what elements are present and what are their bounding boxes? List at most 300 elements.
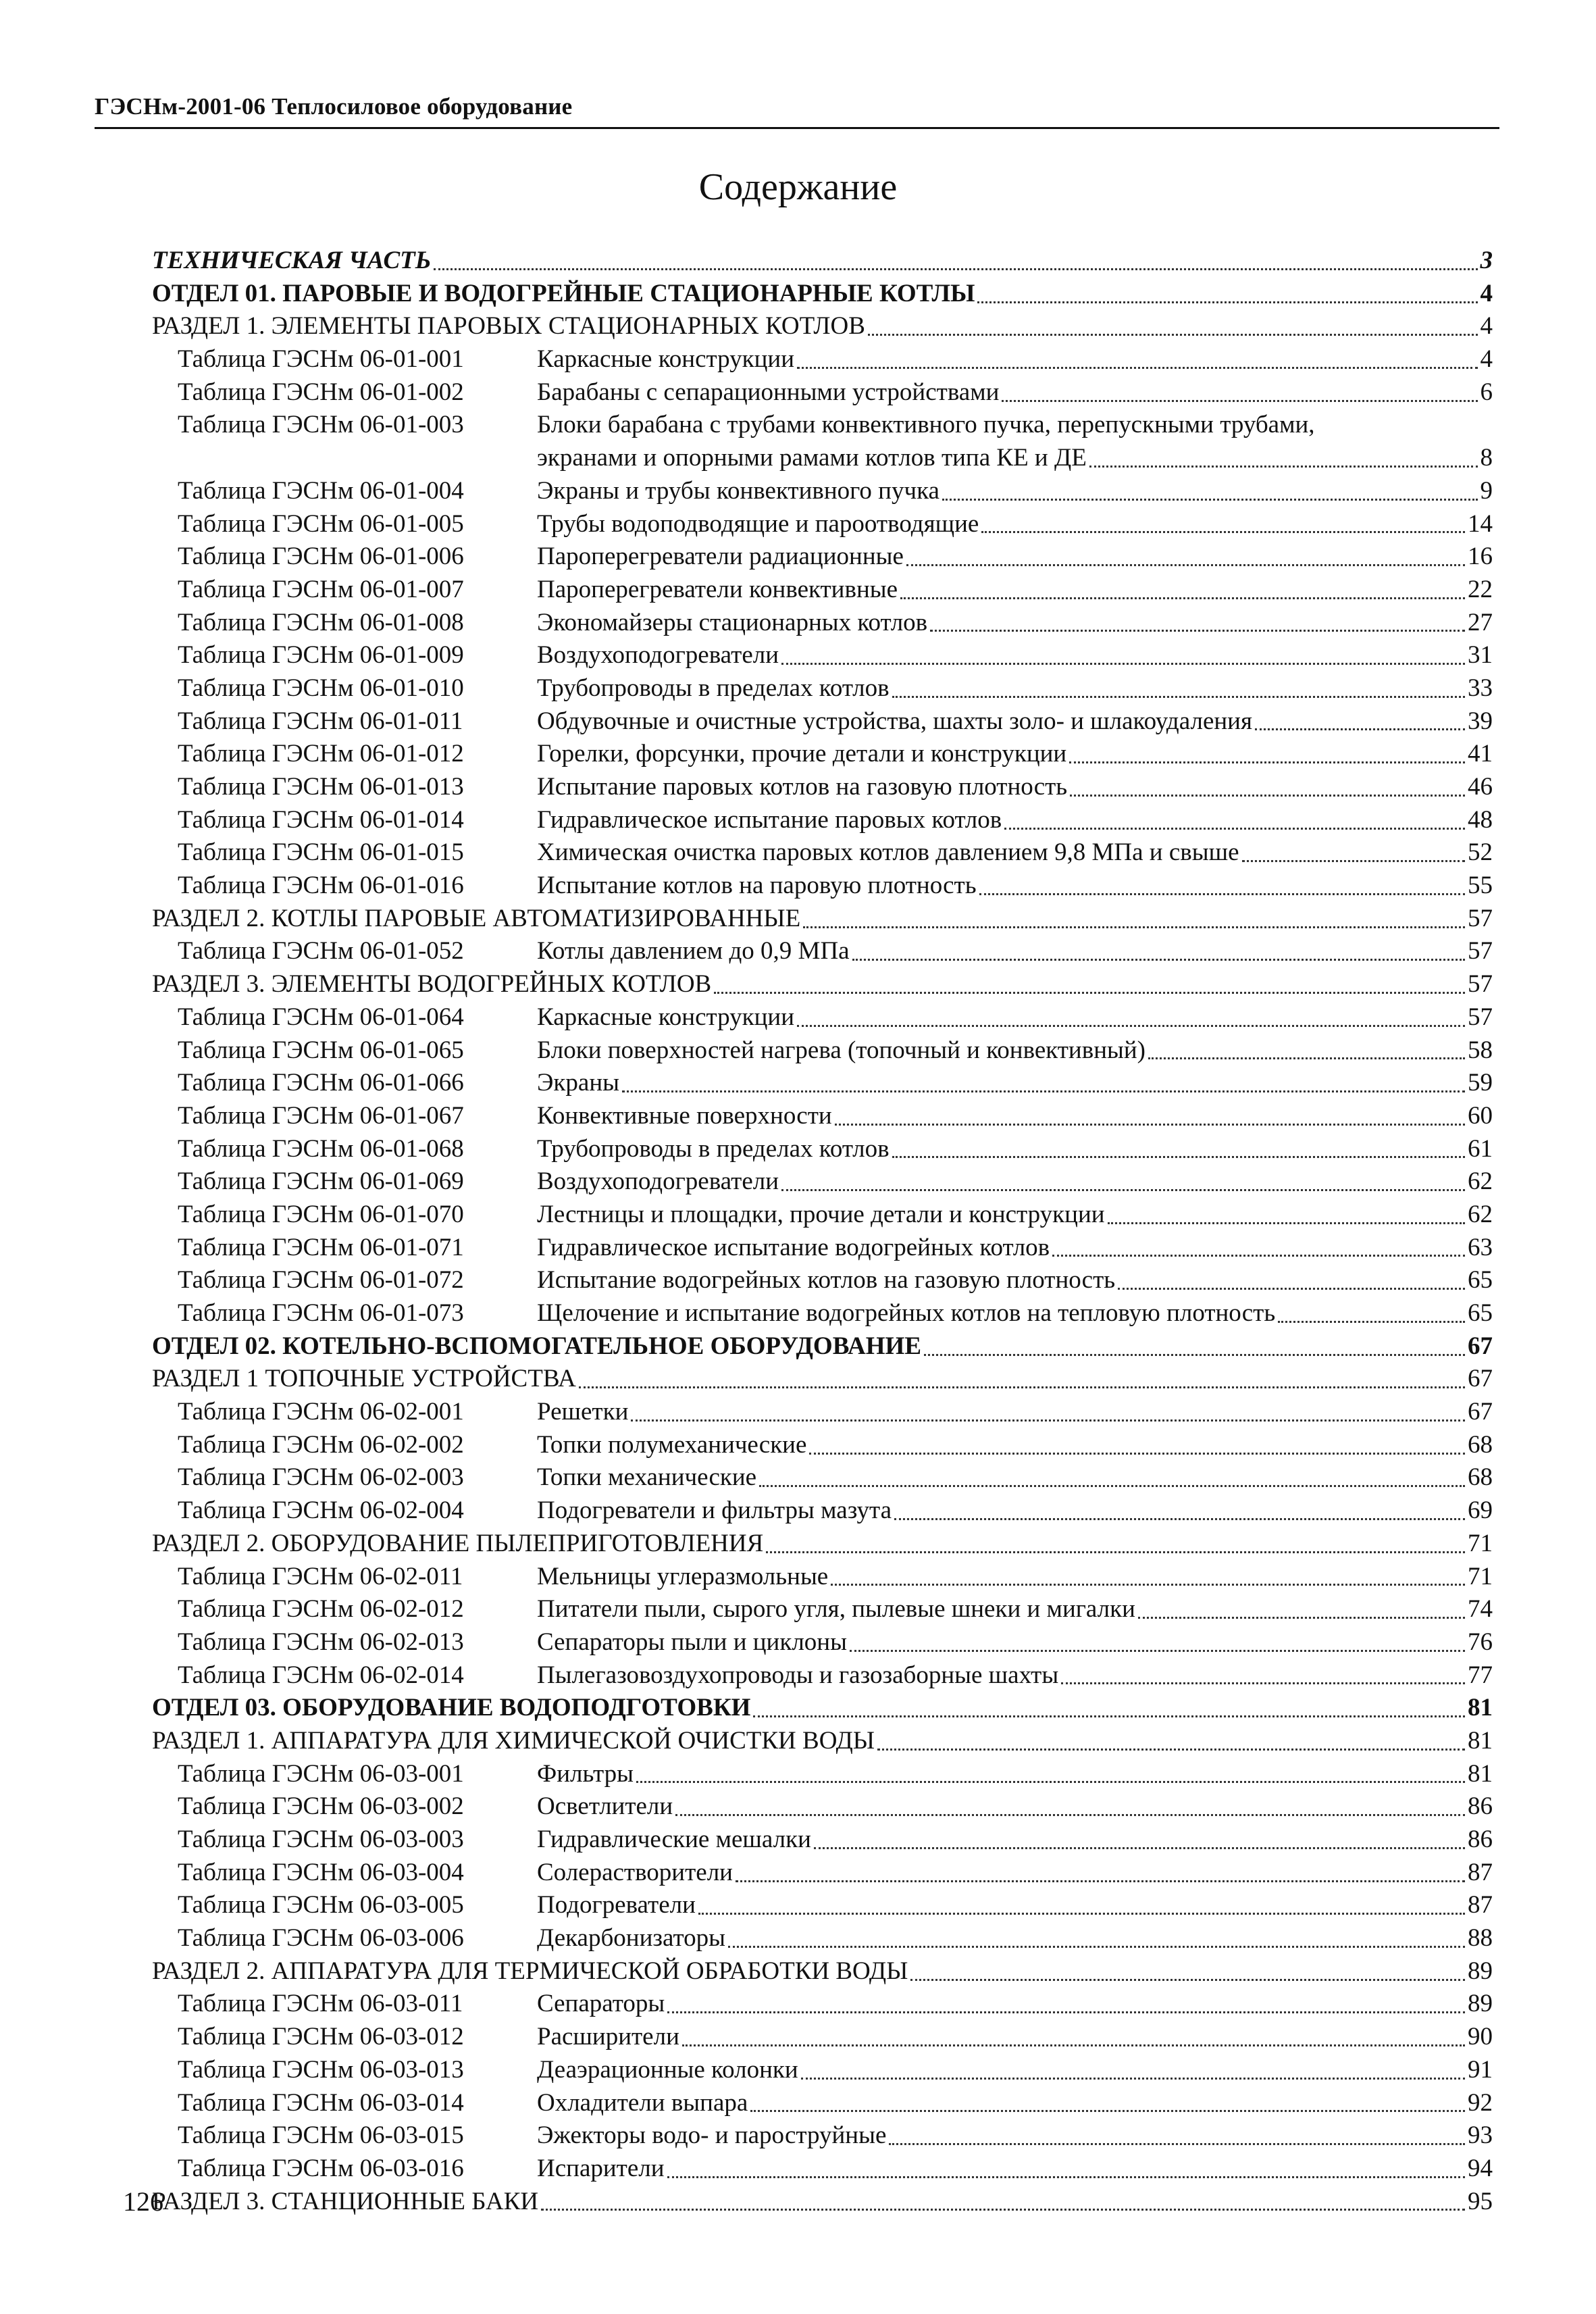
toc-page-number: 87 [1468, 1891, 1493, 1919]
toc-page-number: 4 [1480, 345, 1493, 374]
toc-table-entry [152, 1561, 1493, 1594]
toc-page-number: 6 [1480, 378, 1493, 406]
toc-page-number: 33 [1468, 674, 1493, 702]
dot-leader [667, 2011, 1465, 2013]
toc-table-code: Таблица ГЭСНм 06-03-002 [178, 1792, 464, 1821]
toc-entry-title: РАЗДЕЛ 3. СТАНЦИОННЫЕ БАКИ [152, 2187, 539, 2215]
toc-table-entry [152, 639, 1493, 672]
toc-table-entry [152, 1100, 1493, 1133]
toc-table-entry [152, 1758, 1493, 1791]
dot-leader [1148, 1057, 1465, 1059]
toc-table-code: Таблица ГЭСНм 06-01-072 [178, 1266, 464, 1294]
toc-leader-line [537, 540, 1493, 574]
dot-leader [1089, 466, 1478, 468]
toc-leader-line [537, 639, 1493, 672]
toc-table-entry [152, 508, 1493, 541]
toc-entry-title: Испытание котлов на паровую плотность [537, 872, 977, 900]
toc-leader-line [537, 738, 1493, 771]
toc-page-number: 62 [1468, 1200, 1493, 1228]
toc-table-entry [152, 376, 1493, 409]
toc-page-number: 87 [1468, 1858, 1493, 1886]
toc-page-number: 58 [1468, 1036, 1493, 1064]
toc-leader-line [537, 1889, 1493, 1922]
dot-leader [781, 1189, 1465, 1191]
toc-entry-title: ОТДЕЛ 03. ОБОРУДОВАНИЕ ВОДОПОДГОТОВКИ [152, 1694, 751, 1722]
toc-entry-title: экранами и опорными рамами котлов типа КЕ и ДЕ [537, 444, 1087, 472]
toc-table-code: Таблица ГЭСНм 06-01-008 [178, 608, 464, 636]
toc-leader-line [537, 1165, 1493, 1199]
toc-table-code: Таблица ГЭСНм 06-01-066 [178, 1069, 464, 1097]
dot-leader [850, 1650, 1465, 1652]
toc-entry-title: ОТДЕЛ 01. ПАРОВЫЕ И ВОДОГРЕЙНЫЕ СТАЦИОНАРНЫЕ КОТЛЫ [152, 279, 975, 307]
toc-table-entry [152, 1461, 1493, 1494]
toc-page-number: 16 [1468, 543, 1493, 571]
toc-table-code: Таблица ГЭСНм 06-01-015 [178, 838, 464, 867]
toc-leader-line [537, 1659, 1493, 1692]
toc-page-number: 9 [1480, 476, 1493, 505]
toc-entry-title: Испытание водогрейных котлов на газовую плотность [537, 1266, 1116, 1294]
toc-leader-line [152, 1955, 1493, 1988]
toc-table-entry [152, 1165, 1493, 1199]
toc-table-code: Таблица ГЭСНм 06-03-016 [178, 2154, 464, 2182]
toc-page-number: 67 [1468, 1365, 1493, 1393]
dot-leader [852, 959, 1465, 961]
toc-entry-title: Подогреватели и фильтры мазута [537, 1496, 892, 1525]
toc-leader-line [537, 771, 1493, 804]
dot-leader [1069, 761, 1465, 763]
toc-table-code: Таблица ГЭСНм 06-02-011 [178, 1562, 463, 1590]
dot-leader [750, 2110, 1465, 2112]
toc-subsection-razdel [152, 1363, 1493, 1396]
toc-entry-title: РАЗДЕЛ 2. ОБОРУДОВАНИЕ ПЫЛЕПРИГОТОВЛЕНИЯ [152, 1529, 764, 1557]
toc-table-code: Таблица ГЭСНм 06-02-002 [178, 1430, 464, 1459]
toc-table-code: Таблица ГЭСНм 06-03-001 [178, 1759, 464, 1788]
toc-table-code: Таблица ГЭСНм 06-01-068 [178, 1134, 464, 1163]
toc-table-code: Таблица ГЭСНм 06-01-010 [178, 674, 464, 702]
toc-leader-line [537, 1758, 1493, 1791]
toc-table-entry [152, 705, 1493, 738]
toc-table-entry [152, 574, 1493, 607]
toc-page-number: 67 [1468, 1332, 1493, 1360]
toc-page-number: 4 [1480, 312, 1493, 341]
toc-page-number: 61 [1468, 1134, 1493, 1163]
toc-table-entry [152, 1626, 1493, 1659]
toc-table-code: Таблица ГЭСНм 06-01-069 [178, 1167, 464, 1196]
toc-page-number: 62 [1468, 1167, 1493, 1196]
toc-table-code: Таблица ГЭСНм 06-03-003 [178, 1826, 464, 1853]
toc-table-entry [152, 1297, 1493, 1330]
toc-page-number: 57 [1468, 937, 1493, 965]
toc-table-entry [152, 540, 1493, 574]
dot-leader [682, 2044, 1465, 2046]
dot-leader [924, 1354, 1465, 1356]
toc-table-code: Таблица ГЭСНм 06-01-006 [178, 543, 464, 571]
toc-entry-title: Декарбонизаторы [537, 1924, 725, 1953]
running-header: ГЭСНм-2001-06 Теплосиловое оборудование [95, 93, 573, 120]
dot-leader [868, 334, 1478, 336]
dot-leader [781, 663, 1465, 665]
dot-leader [1138, 1617, 1465, 1619]
dot-leader [906, 564, 1465, 566]
toc-entry-title: ОТДЕЛ 02. КОТЕЛЬНО-ВСПОМОГАТЕЛЬНОЕ ОБОРУДОВАНИЕ [152, 1332, 921, 1360]
toc-table-entry [152, 2021, 1493, 2054]
toc-leader-line [537, 870, 1493, 903]
toc-leader-line [537, 1790, 1493, 1823]
toc-entry-title: Гидравлические мешалки [537, 1826, 811, 1853]
toc-entry-title: Сепараторы пыли и циклоны [537, 1628, 847, 1656]
dot-leader [1004, 828, 1465, 830]
toc-subsection-razdel [152, 1725, 1493, 1758]
toc-leader-line [152, 245, 1493, 278]
toc-leader-line [537, 1857, 1493, 1890]
dot-leader [1278, 1321, 1465, 1323]
dot-leader [1108, 1222, 1465, 1224]
dot-leader [801, 2078, 1465, 2080]
header-rule [95, 127, 1499, 129]
toc-table-entry [152, 1823, 1493, 1857]
toc-table-code: Таблица ГЭСНм 06-02-004 [178, 1496, 464, 1525]
toc-page-number: 46 [1468, 773, 1493, 801]
toc-page-number: 93 [1468, 2121, 1493, 2150]
toc-table-code: Таблица ГЭСНм 06-01-003 [178, 411, 464, 439]
dot-leader [889, 2143, 1465, 2145]
toc-entry-title: Подогреватели [537, 1891, 696, 1919]
toc-page-number: 91 [1468, 2055, 1493, 2084]
dot-leader [892, 696, 1465, 698]
toc-table-code: Таблица ГЭСНм 06-01-012 [178, 740, 464, 768]
toc-leader-line [537, 1461, 1493, 1494]
toc-page-number: 86 [1468, 1826, 1493, 1853]
toc-leader-line [537, 1922, 1493, 1955]
toc-leader-line [537, 2021, 1493, 2054]
toc-subsection-razdel [152, 1528, 1493, 1561]
toc-entry-title: Пароперегреватели радиационные [537, 543, 904, 571]
toc-table-entry [152, 1429, 1493, 1462]
toc-entry-title: Расширители [537, 2023, 679, 2051]
dot-leader [728, 1946, 1465, 1948]
toc-page-number: 76 [1468, 1628, 1493, 1656]
dot-leader [1052, 1255, 1465, 1257]
toc-entry-title: Экономайзеры стационарных котлов [537, 608, 928, 636]
toc-page-number: 69 [1468, 1496, 1493, 1525]
dot-leader [1242, 860, 1465, 862]
toc-page-number: 77 [1468, 1661, 1493, 1689]
toc-table-entry [152, 2087, 1493, 2120]
dot-leader [636, 1781, 1465, 1783]
toc-page-number: 81 [1468, 1759, 1493, 1788]
dot-leader [892, 1156, 1465, 1158]
toc-table-entry [152, 1067, 1493, 1100]
toc-page-number: 90 [1468, 2023, 1493, 2051]
dot-leader [1070, 795, 1465, 797]
toc-page-number: 95 [1468, 2187, 1493, 2215]
toc-entry-title: РАЗДЕЛ 3. ЭЛЕМЕНТЫ ВОДОГРЕЙНЫХ КОТЛОВ [152, 970, 712, 999]
toc-leader-line [537, 508, 1493, 541]
toc-leader-line [537, 574, 1493, 607]
dot-leader [930, 630, 1465, 632]
toc-subsection-razdel [152, 2186, 1493, 2219]
toc-page-number: 63 [1468, 1233, 1493, 1261]
toc-table-entry [152, 771, 1493, 804]
dot-leader [631, 1419, 1465, 1422]
toc-leader-line [537, 1593, 1493, 1626]
dot-leader [698, 1913, 1465, 1915]
toc-page-number: 57 [1468, 970, 1493, 999]
toc-table-code: Таблица ГЭСНм 06-03-014 [178, 2088, 464, 2117]
toc-leader-line [537, 1232, 1493, 1265]
toc-table-entry [152, 1889, 1493, 1922]
toc-page-number: 71 [1468, 1562, 1493, 1590]
dot-leader [667, 2176, 1465, 2178]
toc-entry-title: Барабаны с сепарационными устройствами [537, 378, 1000, 406]
toc-table-code: Таблица ГЭСНм 06-01-014 [178, 805, 464, 834]
toc-entry-title: Пароперегреватели конвективные [537, 575, 898, 603]
toc-leader-line [537, 1626, 1493, 1659]
toc-page-number: 74 [1468, 1595, 1493, 1624]
toc-table-code: Таблица ГЭСНм 06-02-013 [178, 1628, 464, 1656]
dot-leader [1255, 728, 1465, 730]
toc-entry-title: Обдувочные и очистные устройства, шахты золо- и шлакоудаления [537, 707, 1252, 735]
toc-table-entry [152, 1232, 1493, 1265]
dot-leader [541, 2209, 1465, 2211]
dot-leader [434, 268, 1477, 270]
toc-leader-line [537, 607, 1493, 640]
toc-leader-line [537, 804, 1493, 837]
dot-leader [877, 1749, 1465, 1751]
toc-leader-line [537, 1199, 1493, 1232]
toc-entry-title: Топки полумеханические [537, 1430, 807, 1459]
toc-table-entry [152, 1001, 1493, 1034]
toc-page-number: 88 [1468, 1924, 1493, 1953]
toc-table-code: Таблица ГЭСНм 06-02-001 [178, 1398, 464, 1426]
toc-page-number: 92 [1468, 2088, 1493, 2117]
page-title: Содержание [698, 166, 898, 208]
toc-page-number: 59 [1468, 1069, 1493, 1097]
toc-leader-line [537, 836, 1493, 870]
dot-leader [753, 1715, 1465, 1717]
toc-entry-title: Мельницы углеразмольные [537, 1562, 829, 1590]
toc-leader-line [537, 1100, 1493, 1133]
toc-table-entry [152, 1857, 1493, 1890]
toc-entry-title: Блоки барабана с трубами конвективного пучка, перепускными трубами, [537, 411, 1315, 439]
toc-subsection-razdel [152, 310, 1493, 343]
toc-page-number: 60 [1468, 1101, 1493, 1130]
dot-leader [675, 1814, 1465, 1816]
dot-leader [797, 1025, 1465, 1027]
toc-subsection-razdel [152, 1955, 1493, 1988]
toc-leader-line [537, 2153, 1493, 2186]
toc-table-code: Таблица ГЭСНм 06-01-007 [178, 575, 464, 603]
toc-entry-title: Решетки [537, 1398, 629, 1426]
toc-table-code: Таблица ГЭСНм 06-03-013 [178, 2055, 464, 2084]
toc-leader-line [537, 935, 1493, 968]
toc-page-number: 41 [1468, 740, 1493, 768]
toc-entry-title: Щелочение и испытание водогрейных котлов на тепловую плотность [537, 1299, 1276, 1327]
toc-section-otdel [152, 1692, 1493, 1725]
toc-table-entry [152, 1396, 1493, 1429]
toc-technical-part [152, 245, 1493, 278]
toc-table-entry [152, 1659, 1493, 1692]
dot-leader [714, 992, 1465, 994]
toc-table-code: Таблица ГЭСНм 06-01-009 [178, 641, 464, 670]
dot-leader [803, 926, 1465, 928]
toc-page-number: 57 [1468, 904, 1493, 932]
toc-leader-line [152, 968, 1493, 1001]
toc-page-number: 67 [1468, 1398, 1493, 1426]
toc-page-number: 94 [1468, 2154, 1493, 2182]
toc-table-code: Таблица ГЭСНм 06-01-002 [178, 378, 464, 406]
dot-leader [814, 1847, 1465, 1849]
toc-table-entry [152, 1034, 1493, 1067]
toc-page-number: 27 [1468, 608, 1493, 636]
toc-leader-line [537, 1001, 1493, 1034]
toc-entry-title: Пылегазовоздухопроводы и газозаборные шахты [537, 1661, 1059, 1689]
toc-table-code: Таблица ГЭСНм 06-03-011 [178, 1990, 463, 2018]
toc-table-entry [152, 672, 1493, 705]
toc-page-number: 31 [1468, 641, 1493, 670]
toc-entry-title: Испарители [537, 2154, 665, 2182]
toc-page-number: 89 [1468, 1957, 1493, 1985]
toc-leader-line [537, 705, 1493, 738]
toc-table-entry-continuation [152, 442, 1493, 475]
toc-page-number: 86 [1468, 1792, 1493, 1821]
toc-leader-line [152, 1528, 1493, 1561]
dot-leader [835, 1124, 1465, 1126]
toc-entry-title: Котлы давлением до 0,9 МПа [537, 937, 850, 965]
toc-leader-line [537, 1067, 1493, 1100]
toc-entry-title: ТЕХНИЧЕСКАЯ ЧАСТЬ [152, 247, 432, 274]
toc-entry-title: Экраны и трубы конвективного пучка [537, 476, 939, 505]
dot-leader [979, 893, 1465, 895]
toc-leader-line [152, 2186, 1493, 2219]
toc-leader-line [537, 1561, 1493, 1594]
toc-leader-line [537, 1429, 1493, 1462]
toc-table-code: Таблица ГЭСНм 06-01-065 [178, 1036, 464, 1064]
toc-leader-line [537, 475, 1493, 508]
toc-page-number: 14 [1468, 509, 1493, 538]
toc-page-number: 22 [1468, 575, 1493, 603]
dot-leader [894, 1518, 1465, 1520]
toc-table-entry [152, 935, 1493, 968]
toc-page-number: 55 [1468, 872, 1493, 900]
toc-table-code: Таблица ГЭСНм 06-01-052 [178, 937, 464, 965]
toc-leader-line [537, 1034, 1493, 1067]
toc-leader-line [152, 310, 1493, 343]
toc-entry-title: Воздухоподогреватели [537, 1167, 779, 1196]
toc-table-code: Таблица ГЭСНм 06-01-071 [178, 1233, 464, 1261]
toc-table-code: Таблица ГЭСНм 06-01-064 [178, 1003, 464, 1031]
dot-leader [759, 1485, 1465, 1487]
toc-entry-title: Гидравлическое испытание водогрейных котлов [537, 1233, 1050, 1261]
dot-leader [579, 1386, 1465, 1388]
toc-entry-title: Каркасные конструкции [537, 1003, 795, 1031]
toc-table-code: Таблица ГЭСНм 06-03-006 [178, 1924, 464, 1953]
toc-page-number: 48 [1468, 805, 1493, 834]
toc-table-code: Таблица ГЭСНм 06-01-067 [178, 1101, 464, 1130]
toc-table-entry [152, 475, 1493, 508]
toc-section-otdel [152, 278, 1493, 311]
toc-table-code: Таблица ГЭСНм 06-03-004 [178, 1858, 464, 1886]
toc-leader-line [152, 903, 1493, 936]
page-number: 126 [123, 2186, 163, 2217]
toc-entry-title: Воздухоподогреватели [537, 641, 779, 670]
toc-table-code: Таблица ГЭСНм 06-03-015 [178, 2121, 464, 2150]
toc-leader-line [537, 1396, 1493, 1429]
toc-leader-line [152, 1725, 1493, 1758]
toc-table-entry [152, 1790, 1493, 1823]
dot-leader [831, 1584, 1465, 1586]
toc-table-entry [152, 870, 1493, 903]
toc-entry-title: Экраны [537, 1069, 619, 1097]
toc-entry-title: Конвективные поверхности [537, 1101, 832, 1130]
toc-table-entry [152, 409, 1493, 442]
toc-entry-title: Охладители выпара [537, 2088, 748, 2117]
toc-entry-title: Фильтры [537, 1759, 634, 1788]
toc-table-code: Таблица ГЭСНм 06-03-012 [178, 2023, 464, 2051]
toc-page-number: 3 [1480, 247, 1493, 274]
toc-page-number: 65 [1468, 1266, 1493, 1294]
toc-table-entry [152, 2054, 1493, 2087]
toc-subsection-razdel [152, 968, 1493, 1001]
toc-leader-line [537, 376, 1493, 409]
toc-table-entry [152, 1922, 1493, 1955]
toc-table-code: Таблица ГЭСНм 06-02-014 [178, 1661, 464, 1689]
toc-leader-line [537, 1494, 1493, 1528]
toc-table-entry [152, 343, 1493, 376]
dot-leader [1061, 1682, 1465, 1684]
toc-page-number: 81 [1468, 1694, 1493, 1722]
toc-entry-title: Гидравлическое испытание паровых котлов [537, 805, 1002, 834]
dot-leader [622, 1090, 1465, 1092]
dot-leader [910, 1979, 1465, 1981]
toc-leader-line [537, 2119, 1493, 2153]
toc-table-entry [152, 1494, 1493, 1528]
toc-entry-title: Блоки поверхностей нагрева (топочный и конвективный) [537, 1036, 1145, 1064]
toc-leader-line [537, 1823, 1493, 1857]
toc-table-code: Таблица ГЭСНм 06-01-001 [178, 345, 464, 374]
toc-page-number: 68 [1468, 1430, 1493, 1459]
dot-leader [736, 1880, 1465, 1882]
toc-entry-title: Трубопроводы в пределах котлов [537, 674, 890, 702]
toc-entry-title: Солерастворители [537, 1858, 733, 1886]
dot-leader [766, 1551, 1465, 1553]
toc-table-entry [152, 836, 1493, 870]
toc-leader-line [537, 2054, 1493, 2087]
toc-table-code: Таблица ГЭСНм 06-01-005 [178, 509, 464, 538]
toc-leader-line [152, 1330, 1493, 1363]
toc-entry-title: Трубы водоподводящие и пароотводящие [537, 509, 979, 538]
toc-entry-title: Лестницы и площадки, прочие детали и конструкции [537, 1200, 1105, 1228]
toc-table-code: Таблица ГЭСНм 06-03-005 [178, 1891, 464, 1919]
toc-entry-title: РАЗДЕЛ 2. АППАРАТУРА ДЛЯ ТЕРМИЧЕСКОЙ ОБРАБОТКИ ВОДЫ [152, 1957, 908, 1985]
toc-table-code: Таблица ГЭСНм 06-01-004 [178, 476, 464, 505]
toc-leader-line [152, 1363, 1493, 1396]
toc-leader-line [537, 1988, 1493, 2021]
toc-entry-title: Эжекторы водо- и пароструйные [537, 2121, 887, 2150]
dot-leader [900, 597, 1465, 599]
toc-entry-title: РАЗДЕЛ 1. АППАРАТУРА ДЛЯ ХИМИЧЕСКОЙ ОЧИСТКИ ВОДЫ [152, 1726, 875, 1755]
toc-page-number: 52 [1468, 838, 1493, 867]
toc-table-entry [152, 1133, 1493, 1166]
toc-page-number: 8 [1480, 444, 1493, 472]
toc-entry-title: РАЗДЕЛ 1 ТОПОЧНЫЕ УСТРОЙСТВА [152, 1365, 576, 1393]
toc-table-entry [152, 1199, 1493, 1232]
toc-leader-line [537, 672, 1493, 705]
toc-table-code: Таблица ГЭСНм 06-02-012 [178, 1595, 464, 1624]
toc-entry-title: Осветлители [537, 1792, 673, 1821]
toc-table-code: Таблица ГЭСНм 06-01-016 [178, 872, 464, 900]
toc-entry-title: Питатели пыли, сырого угля, пылевые шнеки и мигалки [537, 1595, 1135, 1624]
